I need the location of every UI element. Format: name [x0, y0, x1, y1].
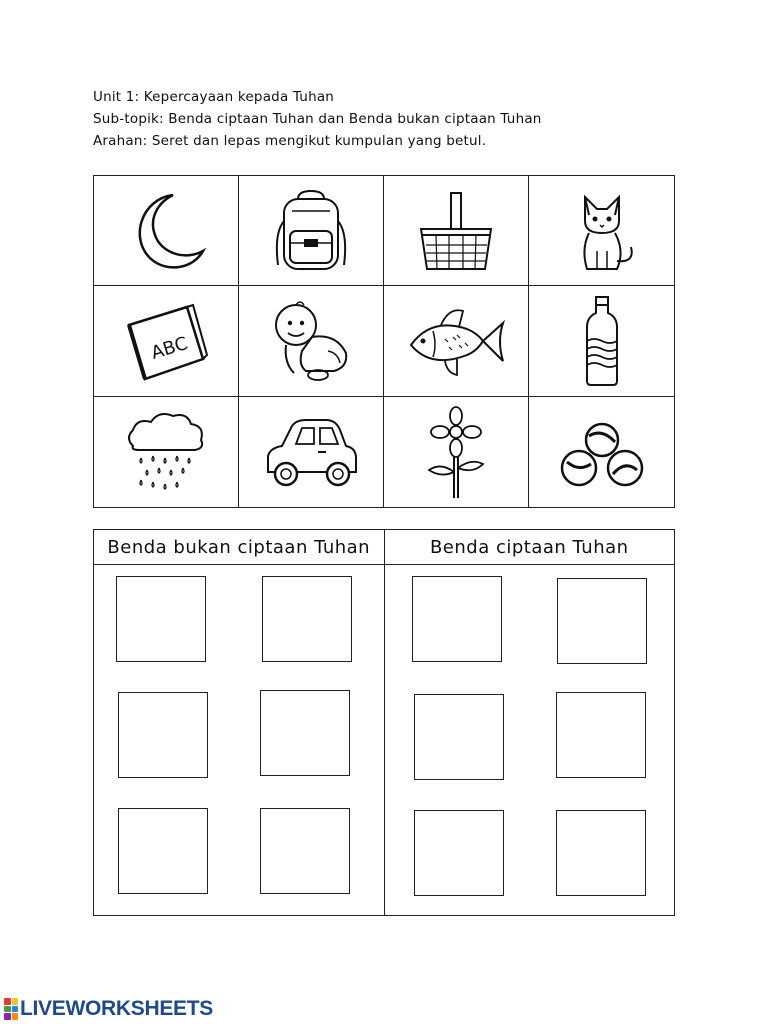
sorting-table	[93, 529, 675, 916]
drop-zone-right-1[interactable]	[412, 576, 502, 662]
fish-icon	[401, 291, 511, 391]
drop-zone-right-3[interactable]	[414, 694, 504, 780]
cat-icon	[547, 181, 657, 281]
draggable-item-backpack[interactable]	[239, 176, 384, 286]
column-divider	[384, 564, 385, 915]
unit-title: Unit 1: Kepercayaan kepada Tuhan	[93, 89, 335, 105]
group-label-created-by-god: Benda ciptaan Tuhan	[429, 536, 629, 558]
car-icon	[256, 402, 366, 502]
book-icon	[111, 291, 221, 391]
liveworksheets-logo-icon	[4, 998, 18, 1020]
draggable-item-rain-cloud[interactable]	[94, 397, 239, 507]
flower-icon	[401, 402, 511, 502]
drop-zone-left-1[interactable]	[116, 576, 206, 662]
baby-icon	[256, 291, 366, 391]
drop-zone-left-6[interactable]	[260, 808, 350, 894]
moon-icon	[111, 181, 221, 281]
draggable-item-flower[interactable]	[384, 397, 529, 507]
drop-zone-right-4[interactable]	[556, 692, 646, 778]
instruction-text: Arahan: Seret dan lepas mengikut kumpulan yang betul.	[93, 133, 487, 149]
picture-grid	[93, 175, 675, 508]
drop-zone-left-3[interactable]	[118, 692, 208, 778]
drop-zone-right-6[interactable]	[556, 810, 646, 896]
brand-name: LIVEWORKSHEETS	[20, 997, 213, 1020]
liveworksheets-logo	[4, 996, 213, 1022]
rain-cloud-icon	[111, 402, 221, 502]
draggable-item-car[interactable]	[239, 397, 384, 507]
worksheet-header	[93, 86, 573, 152]
drop-zone-right-2[interactable]	[557, 578, 647, 664]
group-label-not-created-by-god: Benda bukan ciptaan Tuhan	[94, 530, 385, 564]
backpack-icon	[256, 181, 366, 281]
drop-zone-left-2[interactable]	[262, 576, 352, 662]
draggable-item-baby[interactable]	[239, 286, 384, 396]
basket-icon	[401, 181, 511, 281]
subtopic-text: Sub-topik: Benda ciptaan Tuhan dan Benda bukan ciptaan Tuhan	[93, 111, 542, 127]
draggable-item-cat[interactable]	[529, 176, 674, 286]
draggable-item-basket[interactable]	[384, 176, 529, 286]
marbles-icon	[547, 402, 657, 502]
draggable-item-water-bottle[interactable]	[529, 286, 674, 396]
book-label: ABC	[148, 333, 191, 364]
water-bottle-icon	[547, 291, 657, 391]
drop-zone-left-4[interactable]	[260, 690, 350, 776]
drop-zone-right-5[interactable]	[414, 810, 504, 896]
draggable-item-book[interactable]	[94, 286, 239, 396]
sorting-table-header	[94, 530, 674, 565]
draggable-item-moon[interactable]	[94, 176, 239, 286]
drop-zone-left-5[interactable]	[118, 808, 208, 894]
draggable-item-fish[interactable]	[384, 286, 529, 396]
draggable-item-marbles[interactable]	[529, 397, 674, 507]
